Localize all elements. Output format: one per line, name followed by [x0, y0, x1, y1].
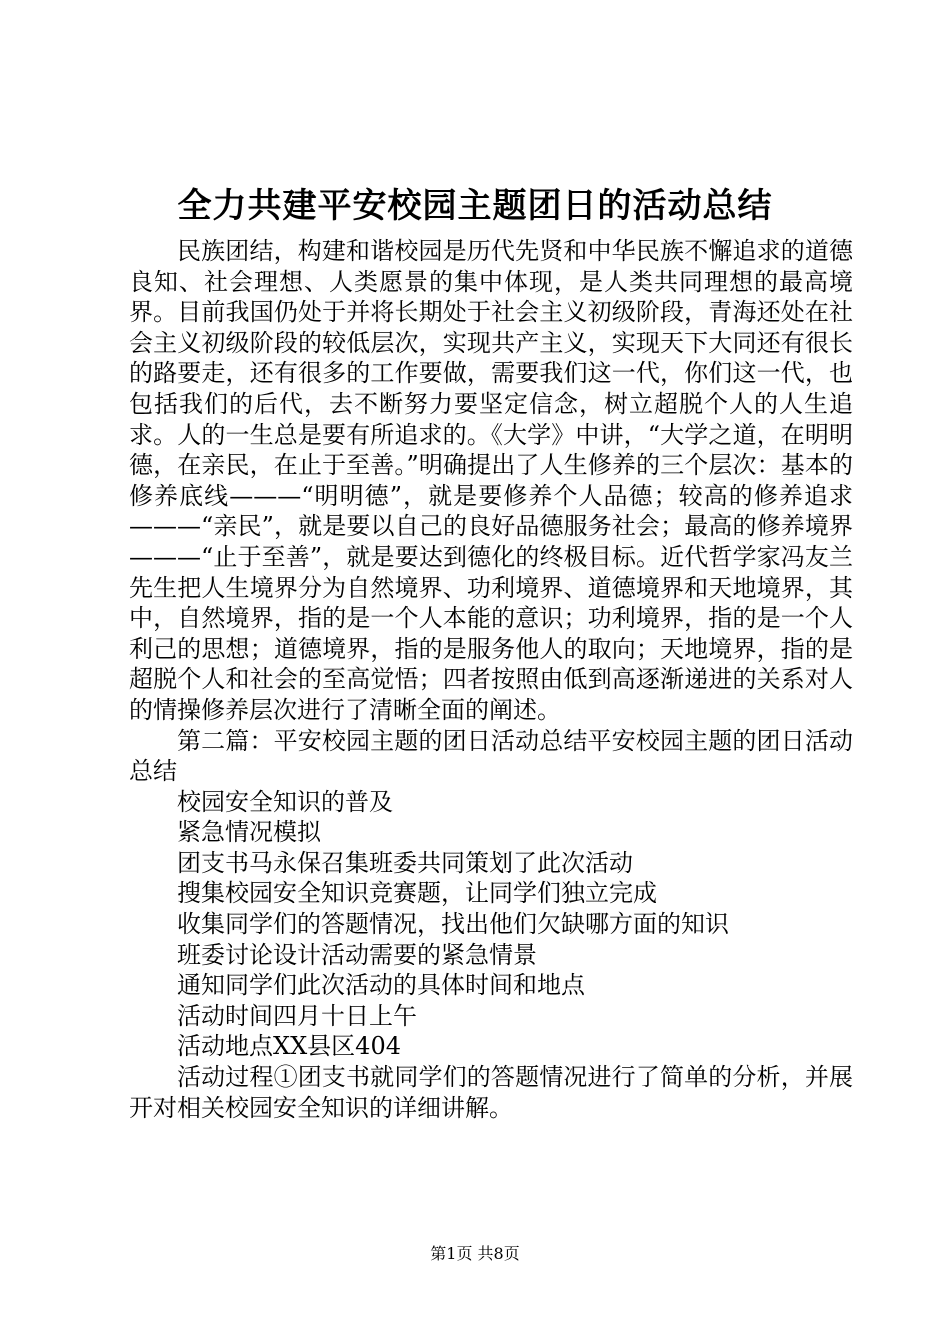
list-item: 紧急情况模拟 — [177, 818, 321, 847]
paragraph-activity-process: 活动过程①团支书就同学们的答题情况进行了简单的分析，并展开对相关校园安全知识的详细讲解。 — [129, 1063, 853, 1122]
paragraph-intro: 民族团结，构建和谐校园是历代先贤和中华民族不懈追求的道德良知、社会理想、人类愿景的集中体现，是人类共同理想的最高境界。目前我国仍处于并将长期处于社会主义初级阶段，青海还处在社会主义初级阶段的较低层次，实现共产主义，实现天下大同还有很长的路要走，还有很多的工作要做，需要我们这一代，你们这一代，也包括我们的后代，去不断努力要坚定信念，树立超脱个人的人生追求。人的一生总是要有所追求的。《大学》中讲，“大学之道，在明明德，在亲民，在止于至善。”明确提出了人生修养的三个层次：基本的修养底线———“明明德”，就是要修养个人品德；较高的修养追求———“亲民”，就是要以自己的良好品德服务社会；最高的修养境界———“止于至善”，就是要达到德化的终极目标。近代哲学家冯友兰先生把人生境界分为自然境界、功利境界、道德境界和天地境界，其中，自然境界，指的是一个人本能的意识；功利境界，指的是一个人利己的思想；道德境界，指的是服务他人的取向；天地境界，指的是超脱个人和社会的至高觉悟；四者按照由低到高逐渐递进的关系对人的情操修养层次进行了清晰全面的阐述。 — [129, 237, 853, 724]
paragraph-section-heading: 第二篇：平安校园主题的团日活动总结平安校园主题的团日活动总结 — [129, 726, 853, 786]
list-item: 班委讨论设计活动需要的紧急情景 — [177, 940, 537, 969]
document-title: 全力共建平安校园主题团日的活动总结 — [177, 186, 773, 226]
list-item: 校园安全知识的普及 — [177, 787, 393, 816]
page-footer: 第1页 共8页 — [430, 1244, 520, 1263]
list-item: 活动地点XX县区404 — [177, 1032, 401, 1061]
list-item: 通知同学们此次活动的具体时间和地点 — [177, 971, 585, 1000]
list-item: 活动时间四月十日上午 — [177, 1001, 417, 1030]
document-body — [129, 236, 853, 1123]
list-item: 团支书马永保召集班委共同策划了此次活动 — [177, 848, 633, 877]
list-item: 收集同学们的答题情况，找出他们欠缺哪方面的知识 — [177, 910, 729, 939]
list-item: 搜集校园安全知识竞赛题，让同学们独立完成 — [177, 879, 657, 908]
